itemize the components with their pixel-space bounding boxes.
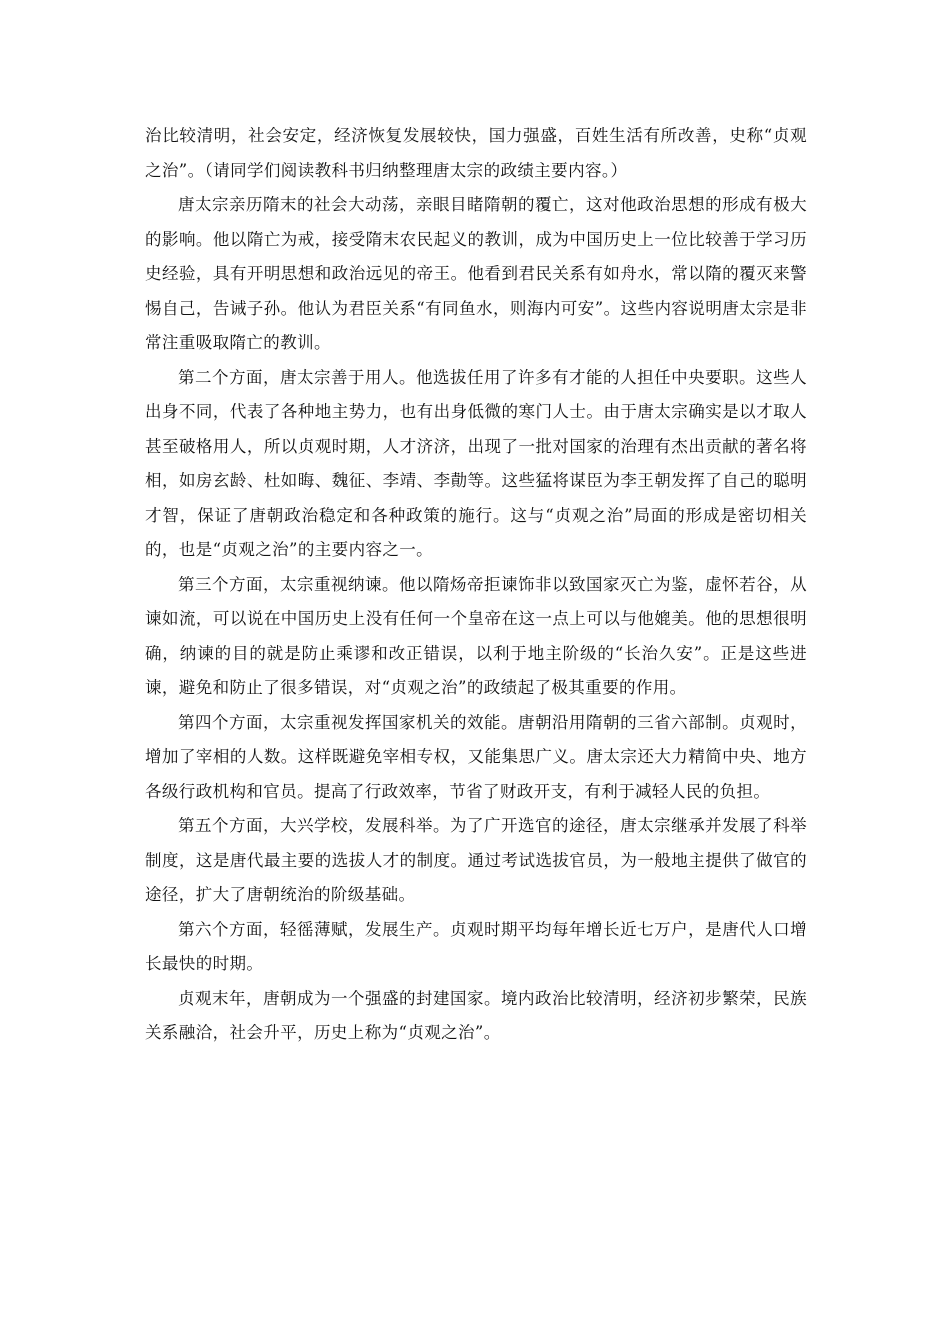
paragraph-intro-continuation: 治比较清明，社会安定，经济恢复发展较快，国力强盛，百姓生活有所改善，史称“贞观之治”。（请同学们阅读教科书归纳整理唐太宗的政绩主要内容。） — [145, 126, 807, 180]
paragraph-conclusion: 贞观末年，唐朝成为一个强盛的封建国家。境内政治比较清明，经济初步繁荣，民族关系融洽，社会升平，历史上称为“贞观之治”。 — [145, 988, 807, 1042]
paragraph-light-taxes: 第六个方面，轻徭薄赋，发展生产。贞观时期平均每年增长近七万户，是唐代人口增长最快的时期。 — [145, 919, 807, 973]
paragraph-state-institutions: 第四个方面，太宗重视发挥国家机关的效能。唐朝沿用隋朝的三省六部制。贞观时，增加了宰相的人数。这样既避免宰相专权，又能集思广义。唐太宗还大力精简中央、地方各级行政机构和官员。提高了行政效率，节省了财政开支，有利于减轻人民的负担。 — [145, 712, 807, 801]
paragraph-employing-talent: 第二个方面，唐太宗善于用人。他选拔任用了许多有才能的人担任中央要职。这些人出身不同，代表了各种地主势力，也有出身低微的寒门人士。由于唐太宗确实是以才取人甚至破格用人，所以贞观时期，人才济济，出现了一批对国家的治理有杰出贡献的著名将相，如房玄龄、杜如晦、魏征、李靖、李勣等。这些猛将谋臣为李王朝发挥了自己的聪明才智，保证了唐朝政治稳定和各种政策的施行。这与“贞观之治”局面的形成是密切相关的，也是“贞观之治”的主要内容之一。 — [145, 367, 807, 559]
paragraph-lessons-of-sui: 唐太宗亲历隋末的社会大动荡，亲眼目睹隋朝的覆亡，这对他政治思想的形成有极大的影响。他以隋亡为戒，接受隋末农民起义的教训，成为中国历史上一位比较善于学习历史经验，具有开明思想和政治远见的帝王。他看到君民关系有如舟水，常以隋的覆灭来警惕自己，告诫子孙。他认为君臣关系“有同鱼水，则海内可安”。这些内容说明唐太宗是非常注重吸取隋亡的教训。 — [145, 195, 807, 352]
paragraph-accepting-remonstrance: 第三个方面，太宗重视纳谏。他以隋炀帝拒谏饰非以致国家灭亡为鉴，虚怀若谷，从谏如流，可以说在中国历史上没有任何一个皇帝在这一点上可以与他媲美。他的思想很明确，纳谏的目的就是防止乘谬和改正错误，以利于地主阶级的“长治久安”。正是这些进谏，避免和防止了很多错误，对“贞观之治”的政绩起了极其重要的作用。 — [145, 574, 807, 697]
paragraph-schools-and-exams: 第五个方面，大兴学校，发展科举。为了广开选官的途径，唐太宗继承并发展了科举制度，这是唐代最主要的选拔人才的制度。通过考试选拔官员，为一般地主提供了做官的途径，扩大了唐朝统治的阶级基础。 — [145, 816, 807, 904]
document-page — [145, 119, 807, 1051]
